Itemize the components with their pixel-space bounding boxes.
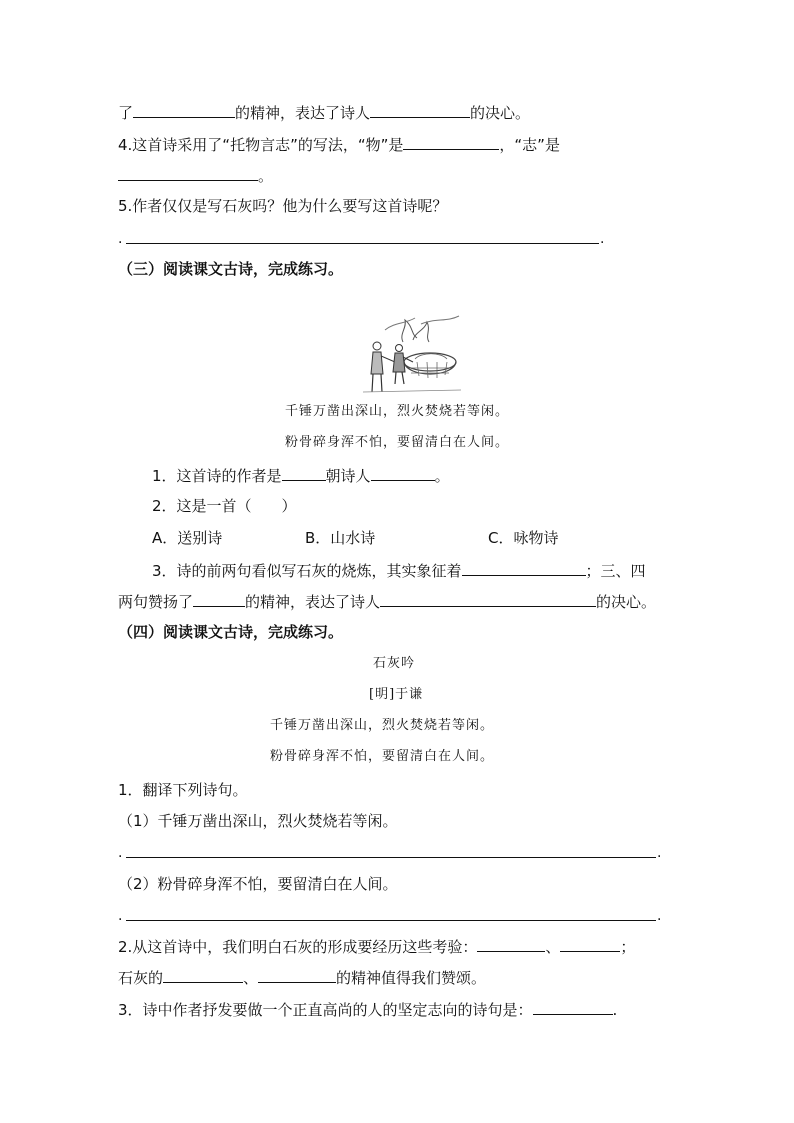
question-text: 2.从这首诗中，我们明白石灰的形成要经历这些考验： — [118, 938, 478, 956]
question-text: 3．诗的前两句看似写石灰的烧炼，其实象征着 — [152, 562, 462, 580]
line-start-dot: . — [118, 231, 123, 247]
text-fragment: 的决心。 — [596, 593, 657, 611]
q3-continuation-line — [118, 102, 530, 123]
option-c[interactable]: C．咏物诗 — [488, 529, 559, 547]
poem-line-1: 千锤万凿出深山，烈火焚烧若等闲。 — [270, 718, 495, 733]
answer-line[interactable] — [126, 857, 656, 858]
section-4-question-2 — [118, 936, 635, 957]
lime-kiln-illustration-icon — [355, 312, 465, 396]
text-fragment: ； — [620, 938, 636, 956]
section-3-question-2: 2．这是一首（ ） — [152, 497, 297, 515]
question-4 — [118, 134, 560, 155]
text-fragment: 了 — [118, 104, 134, 122]
sub-question-1: （1）千锤万凿出深山，烈火焚烧若等闲。 — [118, 812, 398, 830]
poem-title: 石灰吟 — [373, 656, 416, 671]
answer-blank[interactable] — [533, 999, 613, 1015]
answer-blank[interactable] — [560, 936, 620, 952]
text-fragment: 朝诗人 — [325, 467, 371, 485]
section-4-question-2-continued — [118, 967, 486, 988]
text-fragment: 石灰的 — [118, 969, 164, 987]
section-3-options — [152, 528, 558, 548]
answer-blank[interactable] — [462, 560, 586, 576]
poem-line-1: 千锤万凿出深山，烈火焚烧若等闲。 — [285, 404, 510, 419]
answer-blank[interactable] — [118, 165, 258, 181]
text-fragment: 的决心。 — [470, 104, 531, 122]
section-3-question-3 — [152, 560, 646, 581]
text-fragment: ，“志”是 — [499, 136, 560, 154]
answer-blank[interactable] — [371, 465, 435, 481]
answer-blank[interactable] — [403, 134, 499, 150]
answer-blank[interactable] — [163, 967, 243, 983]
section-3-question-3-continued — [118, 591, 656, 612]
section-3-heading: （三）阅读课文古诗，完成练习。 — [118, 260, 344, 278]
answer-blank[interactable] — [193, 591, 245, 607]
answer-line[interactable] — [126, 920, 656, 921]
line-end-dot: . — [600, 231, 605, 247]
line-start-dot: . — [118, 908, 123, 924]
text-fragment: 的精神，表达了诗人 — [245, 593, 381, 611]
option-b[interactable]: B．山水诗 — [305, 529, 376, 547]
section-4-heading: （四）阅读课文古诗，完成练习。 — [118, 623, 344, 641]
answer-blank[interactable] — [258, 967, 336, 983]
text-fragment: 。 — [434, 467, 450, 485]
text-fragment: 的精神值得我们赞颂。 — [336, 969, 487, 987]
answer-blank[interactable] — [380, 591, 596, 607]
question-5 — [118, 196, 447, 216]
text-fragment: ；三、四 — [585, 562, 646, 580]
section-4-question-3 — [118, 999, 617, 1020]
option-a[interactable]: A．送别诗 — [152, 529, 223, 547]
answer-blank[interactable] — [133, 102, 235, 118]
line-end-dot: . — [657, 845, 662, 861]
question-text: 4.这首诗采用了“托物言志”的写法，“物”是 — [118, 136, 404, 154]
line-start-dot: . — [118, 845, 123, 861]
section-3-question-1 — [152, 465, 450, 486]
question-4-continued — [118, 165, 273, 186]
text-fragment: 、 — [545, 938, 561, 956]
sub-question-2: （2）粉骨碎身浑不怕，要留清白在人间。 — [118, 875, 398, 893]
question-text: 1．这首诗的作者是 — [152, 467, 282, 485]
text-fragment: 的精神，表达了诗人 — [235, 104, 371, 122]
section-4-question-1: 1．翻译下列诗句。 — [118, 781, 248, 799]
answer-blank[interactable] — [477, 936, 545, 952]
poem-line-2: 粉骨碎身浑不怕，要留清白在人间。 — [270, 749, 495, 764]
answer-blank[interactable] — [370, 102, 470, 118]
poem-line-2: 粉骨碎身浑不怕，要留清白在人间。 — [285, 435, 510, 450]
line-end-dot: . — [657, 908, 662, 924]
text-fragment: . — [612, 1001, 618, 1019]
text-fragment: 、 — [243, 969, 259, 987]
text-fragment: 。 — [258, 167, 274, 185]
answer-blank[interactable] — [282, 465, 326, 481]
text-fragment: 两句赞扬了 — [118, 593, 194, 611]
question-text: 5.作者仅仅是写石灰吗？他为什么要写这首诗呢？ — [118, 197, 448, 215]
poem-author: [明]于谦 — [369, 687, 424, 702]
question-text: 3．诗中作者抒发要做一个正直高尚的人的坚定志向的诗句是： — [118, 1001, 533, 1019]
answer-line[interactable] — [126, 243, 599, 244]
